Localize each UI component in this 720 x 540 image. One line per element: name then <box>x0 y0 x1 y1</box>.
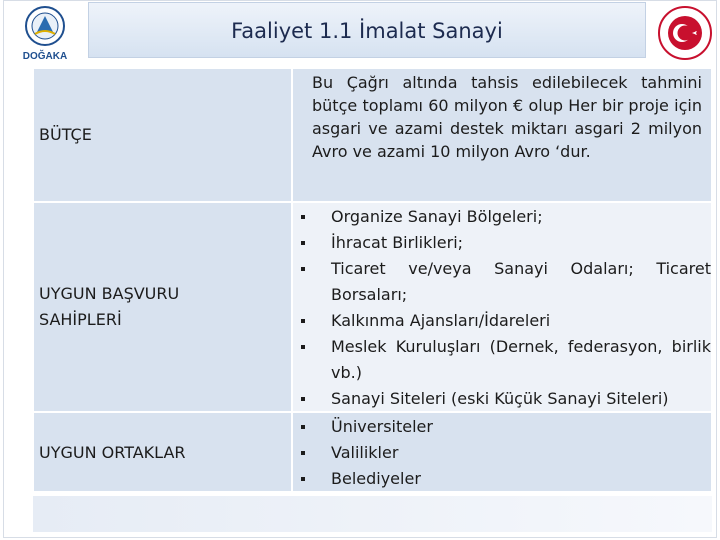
list-item: Ticaret ve/veya Sanayi Odaları; Ticaret Borsaları; <box>301 256 711 308</box>
list-item: Üniversiteler <box>301 414 711 440</box>
bullet-icon <box>301 215 305 219</box>
budget-content-cell <box>292 68 712 202</box>
list-item: Kalkınma Ajansları/İdareleri <box>301 308 711 334</box>
bullet-icon <box>301 477 305 481</box>
page-title: Faaliyet 1.1 İmalat Sanayi <box>231 19 503 43</box>
svg-text:DOĞAKA: DOĞAKA <box>22 51 68 62</box>
title-bar <box>88 2 646 58</box>
partners-label: UYGUN ORTAKLAR <box>39 443 186 462</box>
bullet-icon <box>301 319 305 323</box>
applicants-label-cell <box>33 202 292 412</box>
budget-text: Bu Çağrı altında tahsis edilebilecek tahmini bütçe toplamı 60 milyon € olup Her bir proje için asgari ve azami destek miktarı asgari 2 milyon Avro ve azami 10 milyon Avro ‘dur. <box>312 73 702 161</box>
list-item: Belediyeler <box>301 466 711 492</box>
bullet-icon <box>301 397 305 401</box>
kalkinma-bakanligi-logo <box>652 4 718 62</box>
bullet-icon <box>301 451 305 455</box>
dogaka-logo <box>10 4 80 64</box>
bullet-icon <box>301 425 305 429</box>
list-item: Meslek Kuruluşları (Dernek, federasyon, birlik vb.) <box>301 334 711 386</box>
applicants-list <box>301 204 711 412</box>
list-item: Valilikler <box>301 440 711 466</box>
budget-label-cell <box>33 68 292 202</box>
footer-strip <box>33 496 712 532</box>
applicants-label: UYGUN BAŞVURU SAHİPLERİ <box>39 284 180 329</box>
bullet-icon <box>301 345 305 349</box>
applicants-content-cell <box>292 202 712 412</box>
partners-label-cell <box>33 412 292 492</box>
list-item: İhracat Birlikleri; <box>301 230 711 256</box>
partners-list <box>301 414 711 492</box>
budget-label: BÜTÇE <box>39 125 92 144</box>
label-column <box>33 68 292 492</box>
partners-content-cell <box>292 412 712 492</box>
list-item: Sanayi Siteleri (eski Küçük Sanayi Siteleri) <box>301 386 711 412</box>
bullet-icon <box>301 267 305 271</box>
content-column <box>292 68 712 492</box>
list-item: Organize Sanayi Bölgeleri; <box>301 204 711 230</box>
bullet-icon <box>301 241 305 245</box>
